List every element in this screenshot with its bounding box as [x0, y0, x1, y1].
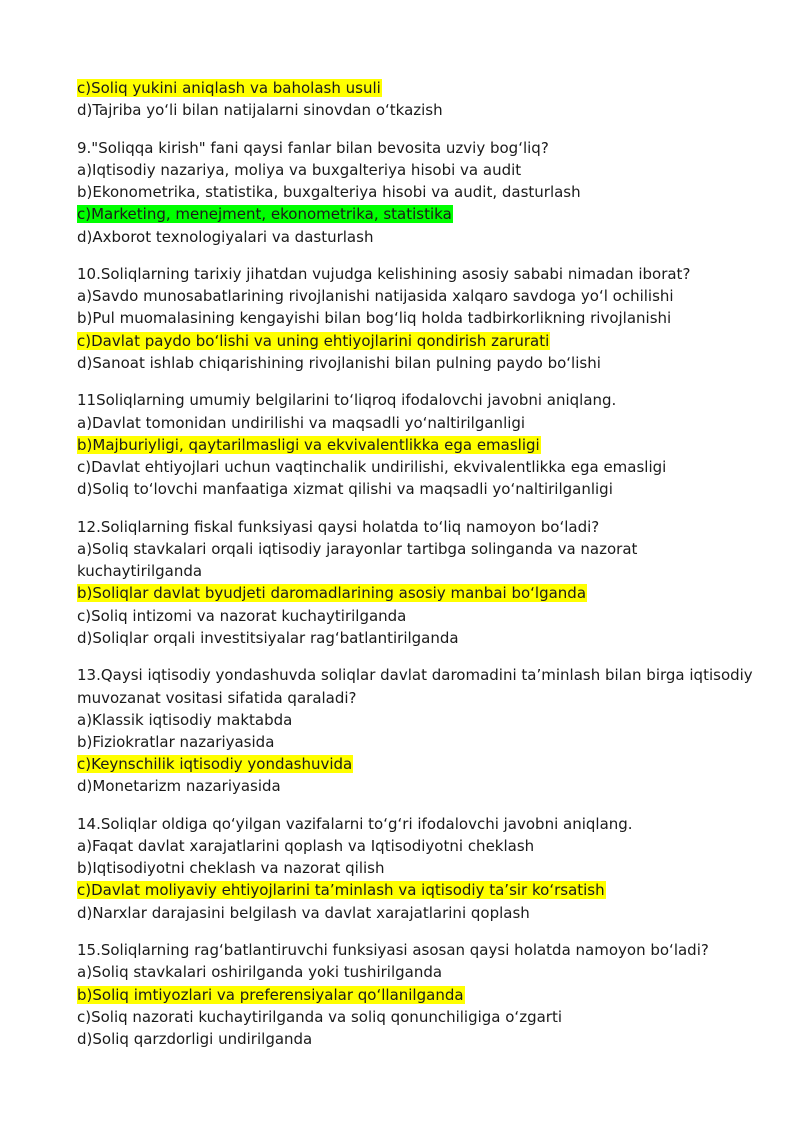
- question-text: [77, 263, 757, 285]
- option-label: d)Soliq to‘lovchi manfaatiga xizmat qilishi va maqsadli yo‘naltirilganligi: [77, 480, 613, 499]
- answer-option: [77, 1006, 757, 1028]
- question-block: [77, 939, 757, 1050]
- highlighted-answer-text: c)Davlat moliyaviy ehtiyojlarini ta’minlash va iqtisodiy ta’sir ko‘rsatish: [77, 881, 605, 900]
- option-label: c)Soliq intizomi va nazorat kuchaytirilganda: [77, 606, 407, 625]
- option-label: a)Soliq stavkalari orqali iqtisodiy jarayonlar tartibga solinganda va nazorat kuchaytirilganda: [77, 539, 638, 581]
- answer-option: [77, 627, 757, 649]
- answer-option: [77, 285, 757, 307]
- question-block: [77, 664, 757, 797]
- option-label: b)Fiziokratlar nazariyasida: [77, 732, 275, 751]
- answer-option: [77, 879, 757, 901]
- option-label: b)Pul muomalasining kengayishi bilan bog‘liq holda tadbirkorlikning rivojlanishi: [77, 309, 672, 328]
- highlighted-answer-text: b)Soliqlar davlat byudjeti daromadlarining asosiy manbai bo‘lganda: [77, 584, 587, 603]
- document-page: [77, 77, 757, 1066]
- answer-option: [77, 857, 757, 879]
- question-text: [77, 389, 757, 411]
- option-label: d)Tajriba yo‘li bilan natijalarni sinovdan o‘tkazish: [77, 101, 443, 120]
- option-label: a)Klassik iqtisodiy maktabda: [77, 710, 293, 729]
- answer-option: [77, 412, 757, 434]
- highlighted-answer-text: c)Davlat paydo bo‘lishi va uning ehtiyojlarini qondirish zarurati: [77, 331, 550, 350]
- answer-option: [77, 753, 757, 775]
- question-block: [77, 813, 757, 924]
- option-label: a)Iqtisodiy nazariya, moliya va buxgalteriya hisobi va audit: [77, 160, 522, 179]
- answer-option: [77, 456, 757, 478]
- answer-option: [77, 731, 757, 753]
- question-label: 11Soliqlarning umumiy belgilarini to‘liqroq ifodalovchi javobni aniqlang.: [77, 391, 617, 410]
- option-label: c)Soliq nazorati kuchaytirilganda va soliq qonunchiligiga o‘zgarti: [77, 1007, 563, 1026]
- option-label: d)Narxlar darajasini belgilash va davlat xarajatlarini qoplash: [77, 903, 530, 922]
- answer-option: [77, 538, 757, 582]
- option-label: a)Savdo munosabatlarining rivojlanishi natijasida xalqaro savdoga yo‘l ochilishi: [77, 287, 674, 306]
- answer-option: [77, 330, 757, 352]
- question-block: [77, 137, 757, 248]
- answer-option: [77, 709, 757, 731]
- question-block: [77, 516, 757, 649]
- option-label: d)Axborot texnologiyalari va dasturlash: [77, 227, 374, 246]
- answer-option: [77, 159, 757, 181]
- answer-option: [77, 605, 757, 627]
- option-label: b)Iqtisodiyotni cheklash va nazorat qilish: [77, 859, 385, 878]
- answer-option: [77, 434, 757, 456]
- question-text: [77, 813, 757, 835]
- option-label: c)Davlat ehtiyojlari uchun vaqtinchalik undirilishi, ekvivalentlikka ega emasligi: [77, 457, 667, 476]
- highlighted-answer-text: b)Majburiyligi, qaytarilmasligi va ekvivalentlikka ega emasligi: [77, 435, 540, 454]
- answer-option: [77, 835, 757, 857]
- highlighted-answer-text: b)Soliq imtiyozlari va preferensiyalar qo‘llanilganda: [77, 985, 464, 1004]
- answer-option: [77, 307, 757, 329]
- highlighted-answer-text: c)Soliq yukini aniqlash va baholash usuli: [77, 79, 381, 97]
- option-label: d)Soliqlar orqali investitsiyalar rag‘batlantirilganda: [77, 628, 459, 647]
- answer-option: [77, 478, 757, 500]
- highlighted-answer-text: c)Marketing, menejment, ekonometrika, statistika: [77, 205, 452, 224]
- answer-option: [77, 203, 757, 225]
- question-text: [77, 516, 757, 538]
- option-label: d)Soliq qarzdorligi undirilganda: [77, 1029, 313, 1048]
- answer-option: [77, 77, 757, 99]
- option-label: a)Davlat tomonidan undirilishi va maqsadli yo‘naltirilganligi: [77, 413, 526, 432]
- answer-option: [77, 984, 757, 1006]
- answer-option: [77, 582, 757, 604]
- question-label: 12.Soliqlarning fiskal funksiyasi qaysi holatda to‘liq namoyon bo‘ladi?: [77, 517, 600, 536]
- question-block: [77, 263, 757, 374]
- question-label: 14.Soliqlar oldiga qo‘yilgan vazifalarni to‘g‘ri ifodalovchi javobni aniqlang.: [77, 814, 633, 833]
- option-label: d)Sanoat ishlab chiqarishining rivojlanishi bilan pulning paydo bo‘lishi: [77, 353, 601, 372]
- question-label: 9."Soliqqa kirish" fani qaysi fanlar bilan bevosita uzviy bog‘liq?: [77, 138, 549, 157]
- answer-option: [77, 961, 757, 983]
- option-label: d)Monetarizm nazariyasida: [77, 777, 281, 796]
- answer-option: [77, 1028, 757, 1050]
- question-text: [77, 137, 757, 159]
- question-block: [77, 389, 757, 500]
- answer-option: [77, 352, 757, 374]
- answer-option: [77, 99, 757, 121]
- answer-option: [77, 775, 757, 797]
- answer-option: [77, 902, 757, 924]
- question-text: [77, 939, 757, 961]
- option-label: a)Faqat davlat xarajatlarini qoplash va Iqtisodiyotni cheklash: [77, 837, 535, 856]
- question-text: [77, 664, 757, 708]
- highlighted-answer-text: c)Keynschilik iqtisodiy yondashuvida: [77, 755, 353, 774]
- question-label: 13.Qaysi iqtisodiy yondashuvda soliqlar davlat daromadini ta’minlash bilan birga iqtisodiy muvozanat vositasi sifatida qaraladi?: [77, 666, 753, 707]
- option-label: b)Ekonometrika, statistika, buxgalteriya hisobi va audit, dasturlash: [77, 183, 581, 202]
- question-label: 10.Soliqlarning tarixiy jihatdan vujudga kelishining asosiy sababi nimadan iborat?: [77, 265, 691, 284]
- answer-option: [77, 226, 757, 248]
- answer-continuation-block: [77, 77, 757, 121]
- option-label: a)Soliq stavkalari oshirilganda yoki tushirilganda: [77, 963, 443, 982]
- answer-option: [77, 181, 757, 203]
- question-label: 15.Soliqlarning rag‘batlantiruvchi funksiyasi asosan qaysi holatda namoyon bo‘ladi?: [77, 941, 709, 960]
